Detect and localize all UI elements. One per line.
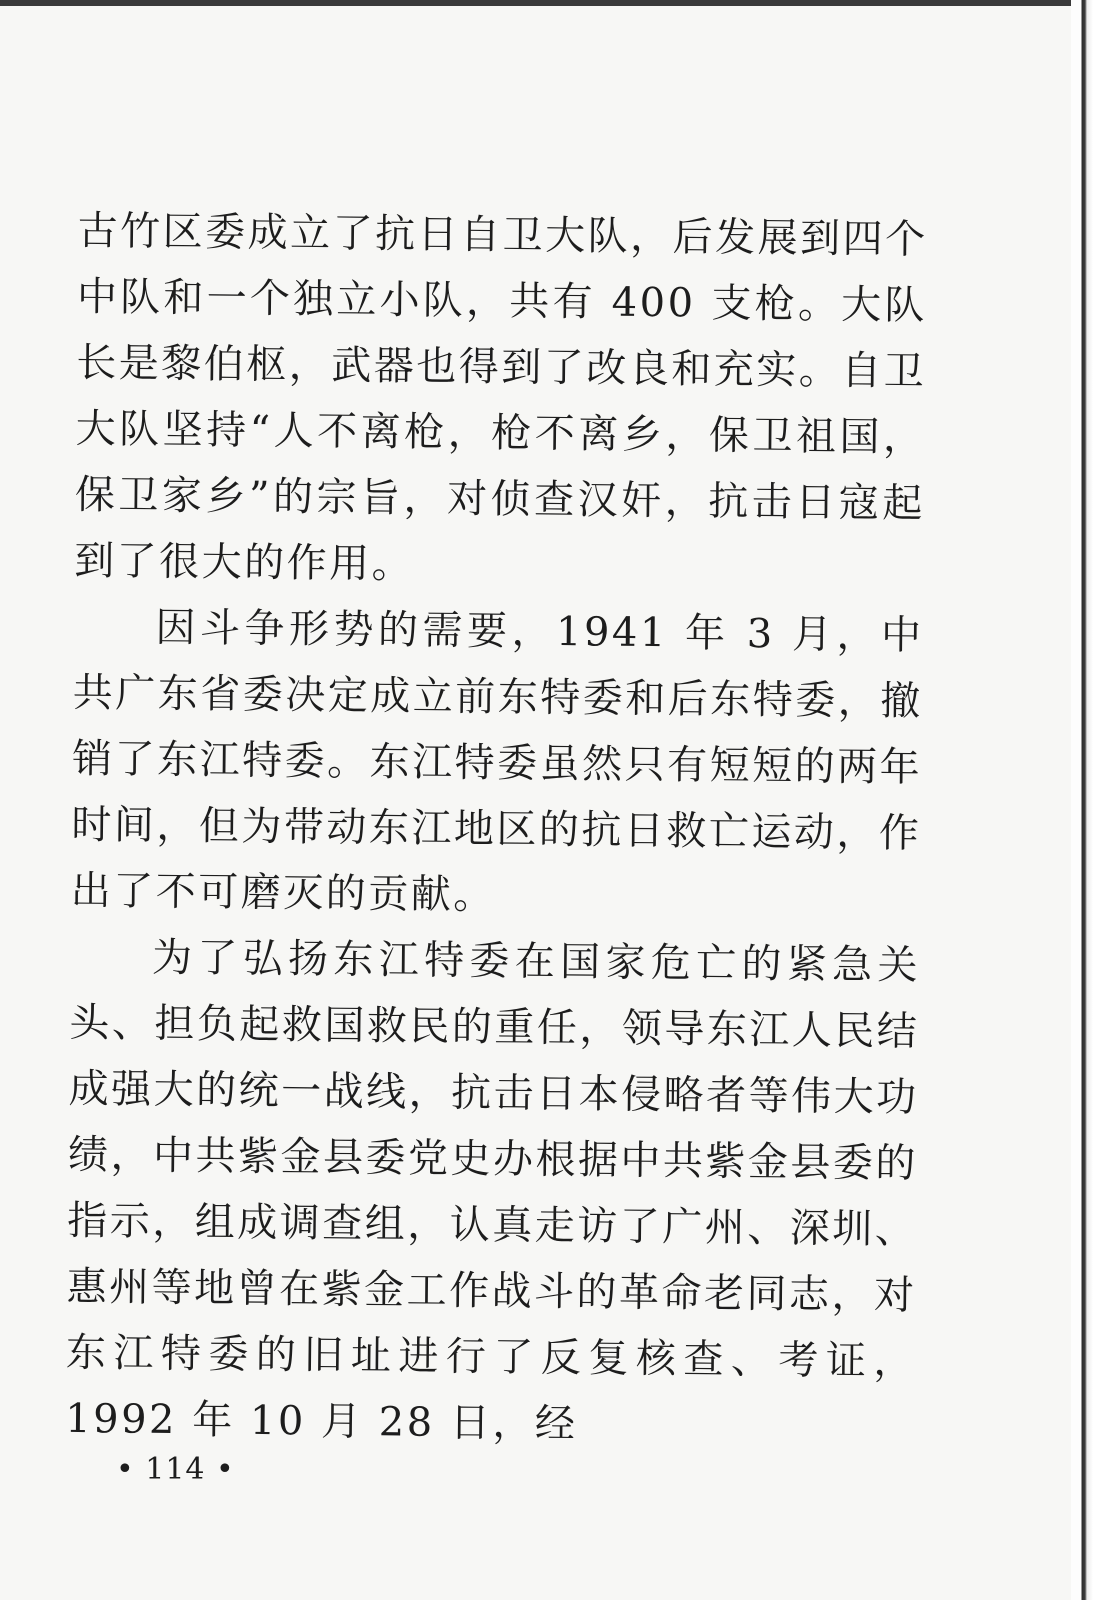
scan-top-edge: [0, 0, 1093, 6]
paragraph-commemoration-survey: 为了弘扬东江特委在国家危亡的紧急关头、担负起救国救民的重任，领导东江人民结成强大的统一战线，抗击日本侵略者等伟大功绩，中共紫金县委党史办根据中共紫金县委的指示，组成调查组，认真走访了广州、深圳、惠州等地曾在紫金工作战斗的革命老同志，对东江特委的旧址进行了反复核查、考证，1992 年 10 月 28 日，经: [64, 934, 921, 1448]
paragraph-1941-reorganization: 因斗争形势的需要，1941 年 3 月，中共广东省委决定成立前东特委和后东特委，撤销了东江特委。东江特委虽然只有短短的两年时间，但为带动东江地区的抗日救亡运动，作出了不可磨灭的贡献。: [70, 604, 924, 919]
paragraph-continued: 古竹区委成立了抗日自卫大队，后发展到四个中队和一个独立小队，共有 400 支枪。大队长是黎伯枢，武器也得到了改良和充实。自卫大队坚持“人不离枪，枪不离乡，保卫祖国，保卫家乡”的宗旨，对侦查汉奸，抗击日寇起到了很大的作用。: [73, 207, 928, 588]
page-number: • 114 •: [116, 1452, 235, 1487]
scan-right-edge: [1071, 0, 1093, 1600]
body-text: [65, 198, 928, 1461]
